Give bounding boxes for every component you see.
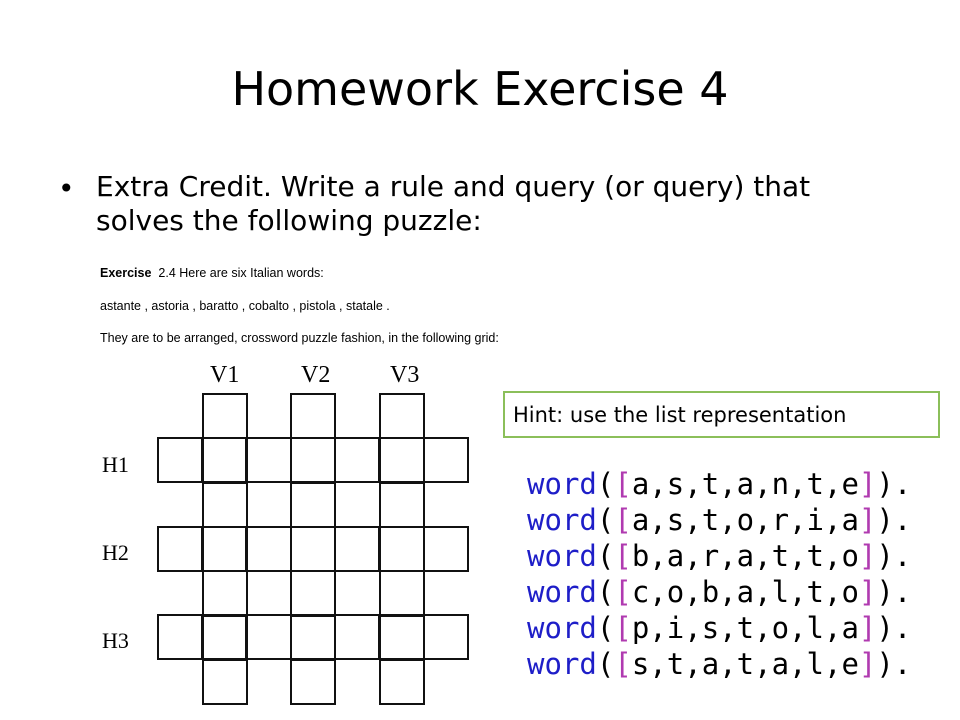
grid-cell-v2 [290,526,336,572]
grid-cell-h3 [201,614,247,660]
grid-cell-v3 [379,570,425,616]
grid-cell-h3 [334,614,380,660]
grid-cell-v3 [379,393,425,439]
grid-cell-v2 [290,570,336,616]
exercise-instructions: They are to be arranged, crossword puzzle fashion, in the following grid: [100,331,499,345]
code-line: word([a,s,t,o,r,i,a]). [527,503,912,537]
exercise-heading [100,266,324,280]
grid-cell-v3 [379,526,425,572]
grid-cell-h1 [423,437,469,483]
exercise-label: Exercise [100,266,152,280]
grid-cell-v3 [379,659,425,705]
grid-cell-h1 [334,437,380,483]
grid-cell-h1 [246,437,292,483]
grid-label-v2: V2 [301,362,331,388]
grid-cell-v2 [290,437,336,483]
grid-cell-h3 [157,614,203,660]
grid-cell-h2 [157,526,203,572]
grid-label-h2: H2 [102,540,129,565]
grid-cell-h2 [423,526,469,572]
grid-cell-h2 [201,526,247,572]
grid-cell-v3 [379,482,425,528]
grid-cell-v1 [202,393,248,439]
prolog-code-block [527,466,911,682]
grid-cell-v1 [202,482,248,528]
code-line: word([b,a,r,a,t,t,o]). [527,539,912,573]
code-line: word([a,s,t,a,n,t,e]). [527,467,912,501]
exercise-word-list: astante , astoria , baratto , cobalto , pistola , statale . [100,299,390,313]
hint-box: Hint: use the list representation [503,391,940,438]
grid-cell-h3 [423,614,469,660]
grid-cell-h2 [334,526,380,572]
grid-cell-h3 [246,614,292,660]
grid-cell-h1 [157,437,203,483]
code-line: word([s,t,a,t,a,l,e]). [527,647,912,681]
exercise-intro: 2.4 Here are six Italian words: [158,266,324,280]
grid-label-h3: H3 [102,628,129,653]
code-line: word([c,o,b,a,l,t,o]). [527,575,912,609]
grid-cell-h2 [246,526,292,572]
grid-cell-v2 [290,659,336,705]
grid-cell-h3 [290,614,336,660]
grid-cell-v2 [290,482,336,528]
bullet-dot-icon: • [58,172,75,205]
grid-cell-h1 [201,437,247,483]
slide-title: Homework Exercise 4 [231,62,729,116]
bullet-text: Extra Credit. Write a rule and query (or query) that solves the following puzzle: [96,170,811,237]
code-line: word([p,i,s,t,o,l,a]). [527,611,912,645]
grid-cell-v2 [290,393,336,439]
grid-cell-v3 [379,437,425,483]
grid-label-v3: V3 [390,362,420,388]
grid-cell-v1 [202,659,248,705]
grid-cell-v1 [202,570,248,616]
grid-label-h1: H1 [102,452,129,477]
grid-label-v1: V1 [210,362,240,388]
grid-cell-h3 [379,614,425,660]
